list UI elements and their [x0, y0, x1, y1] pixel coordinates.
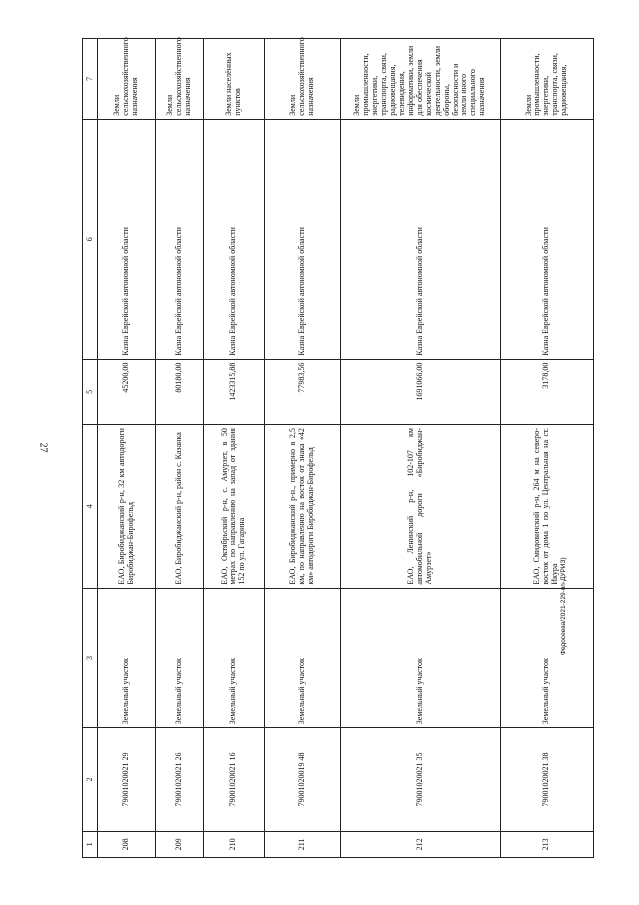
owner: Казна Еврейской автономной области	[156, 119, 204, 359]
address: ЕАО, Биробиджанский р-н, 32 км автодороги Биробиджан-Бирофельд	[98, 425, 156, 589]
land-category: Земли сельскохозяйственного назначения	[156, 39, 204, 120]
land-category: Земли промышленности, энергетики, транспорта, связи, радиовещания, телевидения, информатики, земли для обеспечения космической деятельности, земли обороны, безопасности и земли иного специального назначения	[340, 39, 500, 120]
row-number: 213	[500, 831, 593, 857]
area: 1691066,00	[340, 359, 500, 424]
cadastral-number: 79001020021 26	[156, 728, 204, 832]
row-number: 208	[98, 831, 156, 857]
land-category: Земли населённых пунктов	[204, 39, 265, 120]
owner: Казна Еврейской автономной области	[264, 119, 340, 359]
land-category: Земли сельскохозяйственного назначения	[98, 39, 156, 120]
object-type: Земельный участок	[98, 588, 156, 728]
table-header-row	[83, 39, 98, 858]
table-row	[204, 39, 265, 858]
table-row	[340, 39, 500, 858]
row-number: 210	[204, 831, 265, 857]
area: 80180,00	[156, 359, 204, 424]
object-type: Земельный участок	[264, 588, 340, 728]
owner: Казна Еврейской автономной области	[204, 119, 265, 359]
area: 77983,56	[264, 359, 340, 424]
header-cell: 6	[83, 119, 98, 359]
object-type: Земельный участок	[156, 588, 204, 728]
header-cell: 1	[83, 831, 98, 857]
row-number: 211	[264, 831, 340, 857]
land-registry-table	[82, 38, 594, 858]
cadastral-number: 79001020021 29	[98, 728, 156, 832]
land-category: Земли промышленности, энергетики, транспорта, связи, радиовещания,	[500, 39, 593, 120]
table-row	[156, 39, 204, 858]
header-cell: 4	[83, 425, 98, 589]
land-category: Земли сельскохозяйственного назначения	[264, 39, 340, 120]
table-row	[264, 39, 340, 858]
address: ЕАО, Биробиджанский р-н, район с. Казанка	[156, 425, 204, 589]
address: ЕАО, Ленинский р-н, 102-107 км автомобильной дороги «Биробиджан-Амурзет»	[340, 425, 500, 589]
cadastral-number: 79001020021 16	[204, 728, 265, 832]
header-cell: 5	[83, 359, 98, 424]
area: 3178,00	[500, 359, 593, 424]
row-number: 212	[340, 831, 500, 857]
object-type: Земельный участок	[500, 588, 593, 728]
area: 45200,00	[98, 359, 156, 424]
land-registry-table-wrapper	[82, 38, 594, 858]
header-cell: 7	[83, 39, 98, 120]
address: ЕАО, Октябрьский р-н, с. Амурзет, в 50 метрах по направлению на запад от здания 152 по ул. Гагарина	[204, 425, 265, 589]
cadastral-number: 79001020021 35	[340, 728, 500, 832]
address: ЕАО, Смидовичский р-н, 264 м на северо-восток от дома 1 по ул. Центральная на ст. Икура	[500, 425, 593, 589]
owner: Казна Еврейской автономной области	[500, 119, 593, 359]
row-number: 209	[156, 831, 204, 857]
table-row	[500, 39, 593, 858]
page-number: 27	[37, 442, 49, 453]
cadastral-number: 79001020019 48	[264, 728, 340, 832]
object-type: Земельный участок	[340, 588, 500, 728]
document-footer: Федосеева/2021-229-пп-ДУРИЗ)	[560, 557, 567, 655]
area: 1423315,88	[204, 359, 265, 424]
table-row	[98, 39, 156, 858]
header-cell: 2	[83, 728, 98, 832]
owner: Казна Еврейской автономной области	[98, 119, 156, 359]
object-type: Земельный участок	[204, 588, 265, 728]
cadastral-number: 79001020021 38	[500, 728, 593, 832]
owner: Казна Еврейской автономной области	[340, 119, 500, 359]
header-cell: 3	[83, 588, 98, 728]
address: ЕАО, Биробиджанский р-н., примерно в 2,5 км, по направлению на восток от знака «42 км» автодороги Биробиджан-Бирофельд	[264, 425, 340, 589]
